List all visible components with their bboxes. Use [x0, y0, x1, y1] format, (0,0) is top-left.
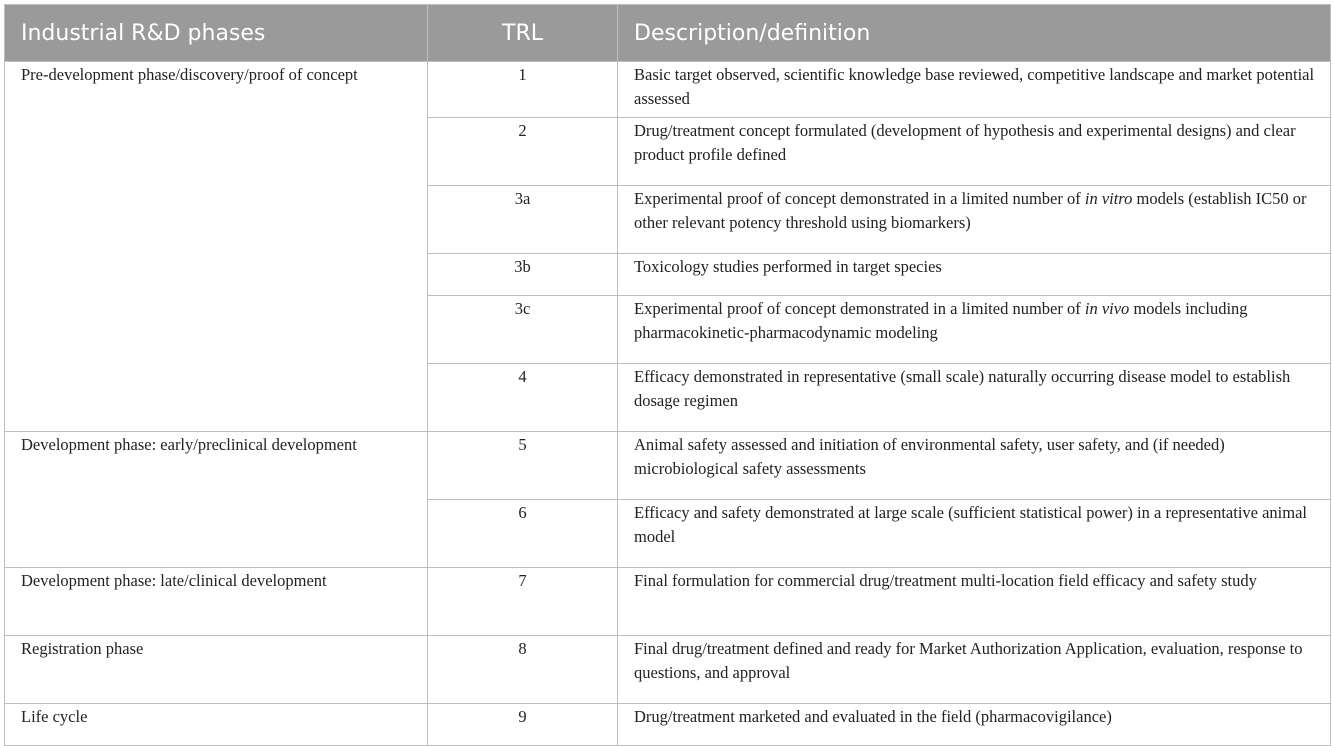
description-cell: Efficacy demonstrated in representative (small scale) naturally occurring disease model to establish dosage regimen	[618, 364, 1331, 432]
description-cell	[618, 186, 1331, 254]
description-text: models (establish IC50 or other relevant potency threshold using biomarkers)	[634, 189, 1307, 232]
phase-cell: Life cycle	[5, 704, 428, 746]
table-row	[5, 704, 1331, 746]
description-cell: Animal safety assessed and initiation of environmental safety, user safety, and (if needed) microbiological safety assessments	[618, 432, 1331, 500]
trl-cell: 2	[428, 118, 618, 186]
phase-cell: Registration phase	[5, 636, 428, 704]
description-cell: Toxicology studies performed in target species	[618, 254, 1331, 296]
description-italic: in vivo	[1084, 299, 1130, 318]
description-cell: Basic target observed, scientific knowledge base reviewed, competitive landscape and market potential assessed	[618, 62, 1331, 118]
table-row	[5, 432, 1331, 500]
trl-cell: 3a	[428, 186, 618, 254]
description-italic: in vitro	[1084, 189, 1133, 208]
description-text: Experimental proof of concept demonstrated in a limited number of	[634, 189, 1085, 208]
header-phase: Industrial R&D phases	[5, 5, 428, 62]
trl-cell: 6	[428, 500, 618, 568]
description-cell: Drug/treatment marketed and evaluated in the field (pharmacovigilance)	[618, 704, 1331, 746]
trl-cell: 8	[428, 636, 618, 704]
header-row	[5, 5, 1331, 62]
phase-cell: Development phase: late/clinical development	[5, 568, 428, 636]
table-header	[5, 5, 1331, 62]
description-cell: Drug/treatment concept formulated (development of hypothesis and experimental designs) and clear product profile defined	[618, 118, 1331, 186]
trl-table	[4, 4, 1331, 746]
phase-cell: Pre-development phase/discovery/proof of concept	[5, 62, 428, 432]
description-cell	[618, 296, 1331, 364]
header-trl: TRL	[428, 5, 618, 62]
trl-cell: 1	[428, 62, 618, 118]
trl-cell: 3b	[428, 254, 618, 296]
phase-cell: Development phase: early/preclinical development	[5, 432, 428, 568]
description-text: models including pharmacokinetic-pharmacodynamic modeling	[634, 299, 1248, 342]
table-row	[5, 568, 1331, 636]
trl-cell: 9	[428, 704, 618, 746]
description-cell: Final drug/treatment defined and ready for Market Authorization Application, evaluation, response to questions, and approval	[618, 636, 1331, 704]
trl-cell: 7	[428, 568, 618, 636]
trl-cell: 5	[428, 432, 618, 500]
description-cell: Final formulation for commercial drug/treatment multi-location field efficacy and safety study	[618, 568, 1331, 636]
table-row	[5, 62, 1331, 118]
header-description: Description/definition	[618, 5, 1331, 62]
trl-cell: 4	[428, 364, 618, 432]
table-body	[5, 62, 1331, 746]
trl-cell: 3c	[428, 296, 618, 364]
description-text: Experimental proof of concept demonstrated in a limited number of	[634, 299, 1085, 318]
table-row	[5, 636, 1331, 704]
description-cell: Efficacy and safety demonstrated at large scale (sufficient statistical power) in a representative animal model	[618, 500, 1331, 568]
